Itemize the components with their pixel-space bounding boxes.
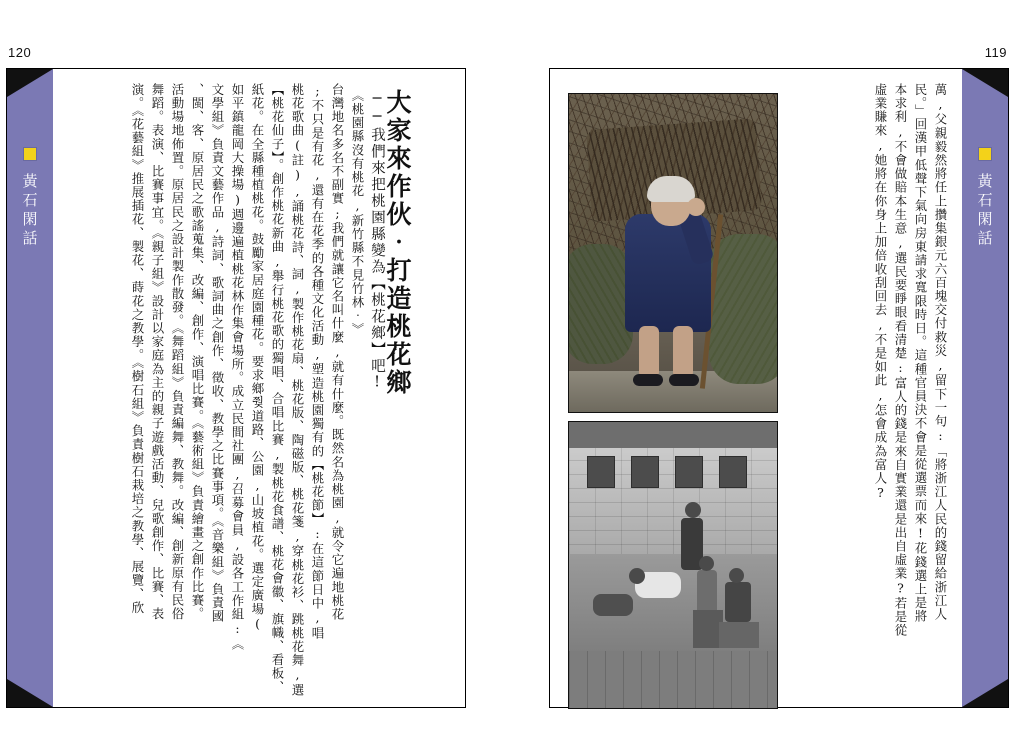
page-number-right: 119 <box>984 45 1007 60</box>
photo-2-roof <box>569 422 777 448</box>
body-column: 演。《花藝組》推展插花、製花、蒔花之教學。《樹石組》負責樹石栽培之教學、展覽、欣 <box>130 83 145 615</box>
page-left-frame <box>6 68 466 708</box>
left-text-area <box>19 83 412 697</box>
photo-elderly-woman-carrying-firewood <box>568 93 778 413</box>
body-column: 虛業賺來,她將在你身上加倍收刮回去,不是如此,怎會成為富人? <box>873 83 888 502</box>
body-column: 萬,父親毅然將任上攢集銀元六百塊交付救災,留下一句:「將浙江人民的錢留給浙江人 <box>933 83 948 622</box>
body-column: 如平鎮龍岡大操場)週邊遍植桃花林作集會場所。成立民間社團,召募會員,設各工作組:《 <box>230 83 245 651</box>
photo-2-bundle <box>593 594 633 616</box>
photo-1-figure-shoe-left <box>633 374 663 386</box>
article-title: 大家來作伙‧打造桃花鄉 <box>383 89 412 397</box>
photo-2-window <box>587 456 615 488</box>
article-subtitle: ──我們來把桃園縣變為【桃花鄉】吧! <box>369 91 385 393</box>
corner-wedge-top-right <box>962 69 1008 97</box>
photo-1-figure-leg-left <box>639 326 659 378</box>
photo-1-illustration <box>569 94 777 412</box>
photo-2-seated-child-head <box>699 556 714 571</box>
corner-wedge-bottom-right <box>962 679 1008 707</box>
photo-2-standing-figure-head <box>685 502 701 518</box>
yellow-square-icon <box>978 147 992 161</box>
body-column: ;不只是有花,還有在花季的各種文化活動,塑造桃園獨有的【桃花節】:在這節日中,唱 <box>310 83 325 640</box>
photo-2-illustration <box>569 422 777 708</box>
page-right-side-band <box>962 69 1008 707</box>
running-head-left: 黃石閑話 <box>20 173 39 249</box>
article-lead: 《桃園縣沒有桃花,新竹縣不見竹林‧》 <box>350 89 365 337</box>
page-left <box>6 45 466 708</box>
photo-2-seated-child <box>697 570 717 614</box>
right-text-area <box>794 83 950 693</box>
photo-2-window <box>631 456 659 488</box>
running-head-right: 黃石閑話 <box>975 173 994 249</box>
body-column: 文學組》負責文藝作品,詩詞、歌詞曲之創作、徵收、教學之比賽事項。《音樂組》負責國 <box>210 83 225 624</box>
body-column: 台灣地名多名不副實;我們就讓它名叫什麼,就有什麼。既然名為桃園,就令它遍地桃花 <box>330 83 345 622</box>
body-column: 活動場地佈置。原居民之設計製作散發。《舞蹈組》負責編舞、教舞。改編、創新原有民俗 <box>170 83 185 621</box>
photo-2-window <box>719 456 747 488</box>
body-column: 、閩、客、原居民之歌謠蒐集、改編、創作、演唱比賽。《藝術組》負責繪畫之創作比賽。 <box>190 83 205 621</box>
photo-2-pavement <box>569 651 777 708</box>
photo-2-window <box>675 456 703 488</box>
photo-1-bush-right <box>709 234 778 384</box>
photo-2-side-figure <box>725 582 751 622</box>
photo-2-reclining-figure-head <box>629 568 645 584</box>
photo-column <box>568 85 786 691</box>
photo-1-figure-hair <box>647 176 695 202</box>
body-column: 桃花歌曲(註),誦桃花詩、詞,製作桃花扇、桃花版、陶磁版、桃花箋,穿桃花衫、跳桃花舞,選 <box>290 83 305 697</box>
body-column: 民。」回漢甲低聲下氣向房東請求寬限時日。這種官員決不會是從選票而來!花錢選上是將 <box>913 83 928 624</box>
photo-street-scene-black-white <box>568 421 778 709</box>
photo-1-figure-shoe-right <box>669 374 699 386</box>
body-column: 紙花。在全縣種植桃花。鼓勵家居庭園種花。要求鄉쭺道路、公園,山坡植花。選定廣場( <box>250 83 265 633</box>
photo-1-bush-left <box>568 244 633 364</box>
photo-1-figure-hand <box>687 198 705 216</box>
photo-1-figure-leg-right <box>673 326 693 378</box>
page-right-frame <box>549 68 1009 708</box>
body-column: 舞蹈。表演、比賽事宜。《親子組》設計以家庭為主的親子遊戲活動、兒歌創作、比賽、表 <box>150 83 165 621</box>
page-right <box>549 45 1009 708</box>
photo-2-side-figure-head <box>729 568 744 583</box>
body-column: 【桃花仙子】。創作桃花新曲,舉行桃花歌的獨唱、合唱比賽,製桃花食譜、桃花會徽、旗幟、看板、 <box>270 83 285 694</box>
page-number-left: 120 <box>8 45 32 60</box>
photo-2-stool <box>719 622 759 648</box>
body-column: 本求利,不會做賠本生意,選民要睜眼看清楚:富人的錢是來自實業還是出自虛業?若是從 <box>893 83 908 638</box>
